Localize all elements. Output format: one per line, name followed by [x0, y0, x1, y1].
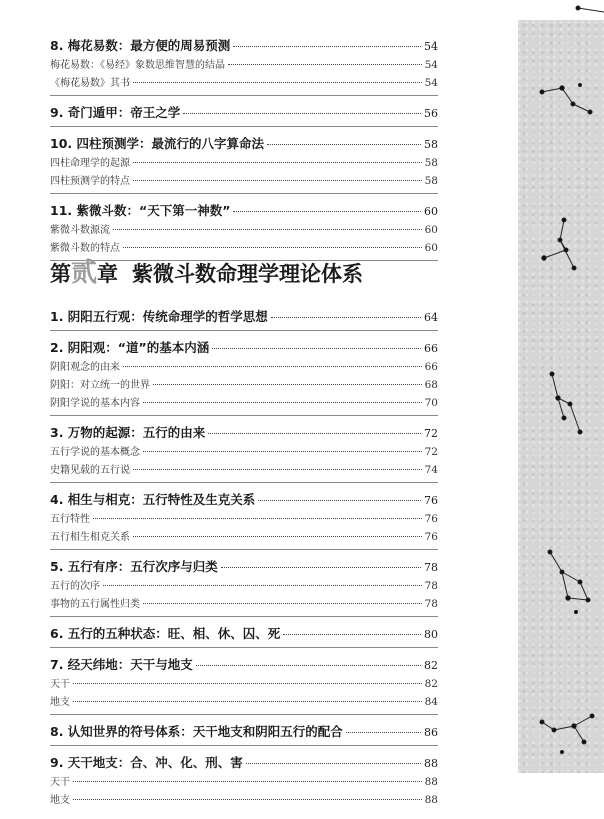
- entry-title: 9. 天干地支：合、冲、化、刑、害: [50, 755, 243, 770]
- dot-leader: [133, 469, 422, 470]
- subentry-page: 72: [424, 446, 438, 458]
- subentry-title: 《梅花易数》其书: [50, 78, 130, 89]
- entry-page: 80: [424, 628, 438, 641]
- dot-leader: [233, 46, 421, 47]
- dot-leader: [196, 665, 421, 666]
- subentry-title: 四柱命理学的起源: [50, 158, 130, 169]
- entry-page: 86: [424, 726, 438, 739]
- entry-page: 56: [424, 107, 438, 120]
- subentry-page: 74: [424, 464, 438, 476]
- dot-leader: [113, 229, 422, 230]
- subentry-page: 78: [424, 598, 438, 610]
- entry-title: 9. 奇门遁甲：帝王之学: [50, 105, 181, 120]
- entry-page: 58: [424, 138, 438, 151]
- toc-subentry[interactable]: [50, 172, 438, 190]
- toc-bottom: [50, 307, 438, 819]
- toc-block: [50, 338, 438, 416]
- toc-subentry[interactable]: [50, 461, 438, 479]
- toc-entry[interactable]: [50, 36, 438, 56]
- toc-subentry[interactable]: [50, 675, 438, 693]
- dot-leader: [123, 247, 422, 248]
- dot-leader: [258, 500, 421, 501]
- dot-leader: [183, 113, 421, 114]
- toc-entry[interactable]: [50, 307, 438, 327]
- subentry-title: 五行相生相克关系: [50, 532, 130, 543]
- dot-leader: [133, 536, 422, 537]
- chapter-prefix: 第: [50, 261, 71, 286]
- toc-subentry[interactable]: [50, 510, 438, 528]
- toc-top: [50, 36, 438, 268]
- toc-subentry[interactable]: [50, 56, 438, 74]
- toc-block: [50, 753, 438, 812]
- toc-subentry[interactable]: [50, 154, 438, 172]
- dot-leader: [143, 451, 422, 452]
- toc-subentry[interactable]: [50, 595, 438, 613]
- toc-entry[interactable]: [50, 201, 438, 221]
- entry-page: 54: [424, 40, 438, 53]
- toc-subentry[interactable]: [50, 791, 438, 809]
- dot-leader: [73, 683, 422, 684]
- subentry-page: 66: [424, 361, 438, 373]
- toc-block: [50, 36, 438, 96]
- subentry-title: 梅花易数：《易经》象数思维智慧的结晶: [50, 60, 225, 71]
- subentry-page: 54: [424, 77, 438, 89]
- dot-leader: [73, 781, 422, 782]
- subentry-title: 地支: [50, 795, 70, 806]
- dot-leader: [133, 180, 422, 181]
- entry-page: 64: [424, 311, 438, 324]
- toc-block: [50, 103, 438, 127]
- dot-leader: [73, 701, 422, 702]
- subentry-title: 阴阳观念的由来: [50, 362, 120, 373]
- entry-page: 66: [424, 342, 438, 355]
- entry-title: 4. 相生与相克：五行特性及生克关系: [50, 492, 256, 507]
- subentry-title: 紫微斗数的特点: [50, 243, 120, 254]
- subentry-page: 60: [424, 224, 438, 236]
- toc-block: [50, 490, 438, 550]
- dot-leader: [221, 567, 421, 568]
- subentry-title: 四柱预测学的特点: [50, 176, 130, 187]
- entry-title: 10. 四柱预测学：最流行的八字算命法: [50, 136, 264, 151]
- subentry-page: 76: [424, 531, 438, 543]
- dot-leader: [143, 402, 422, 403]
- toc-entry[interactable]: [50, 338, 438, 358]
- toc-subentry[interactable]: [50, 394, 438, 412]
- toc-subentry[interactable]: [50, 443, 438, 461]
- toc-subentry[interactable]: [50, 358, 438, 376]
- subentry-title: 地支: [50, 697, 70, 708]
- constellation-decoration: [518, 0, 604, 773]
- toc-entry[interactable]: [50, 722, 438, 742]
- toc-subentry[interactable]: [50, 577, 438, 595]
- subentry-page: 76: [424, 513, 438, 525]
- entry-title: 3. 万物的起源：五行的由来: [50, 425, 206, 440]
- entry-page: 76: [424, 494, 438, 507]
- subentry-title: 五行特性: [50, 514, 90, 525]
- subentry-page: 70: [424, 397, 438, 409]
- dot-leader: [346, 732, 421, 733]
- chapter-title: 紫微斗数命理学理论体系: [132, 261, 364, 286]
- dot-leader: [233, 211, 421, 212]
- dot-leader: [246, 763, 421, 764]
- entry-title: 6. 五行的五种状态：旺、相、休、囚、死: [50, 626, 281, 641]
- toc-block: [50, 423, 438, 483]
- dot-leader: [212, 348, 421, 349]
- subentry-page: 84: [424, 696, 438, 708]
- subentry-title: 事物的五行属性归类: [50, 599, 140, 610]
- entry-title: 7. 经天纬地：天干与地支: [50, 657, 193, 672]
- toc-entry[interactable]: [50, 557, 438, 577]
- toc-entry[interactable]: [50, 624, 438, 644]
- entry-title: 1. 阴阳五行观：传统命理学的哲学思想: [50, 309, 268, 324]
- subentry-title: 五行学说的基本概念: [50, 447, 140, 458]
- entry-page: 60: [424, 205, 438, 218]
- subentry-page: 58: [424, 175, 438, 187]
- entry-title: 8. 认知世界的符号体系：天干地支和阴阳五行的配合: [50, 724, 343, 739]
- toc-block: [50, 134, 438, 194]
- entry-page: 88: [424, 757, 438, 770]
- toc-block: [50, 307, 438, 331]
- entry-title: 8. 梅花易数：最方便的周易预测: [50, 38, 231, 53]
- subentry-title: 天干: [50, 679, 70, 690]
- dot-leader: [267, 144, 421, 145]
- entry-page: 82: [424, 659, 438, 672]
- subentry-title: 史籍见载的五行说: [50, 465, 130, 476]
- subentry-title: 紫微斗数源流: [50, 225, 110, 236]
- dot-leader: [93, 518, 422, 519]
- toc-block: [50, 722, 438, 746]
- subentry-title: 天干: [50, 777, 70, 788]
- toc-entry[interactable]: [50, 490, 438, 510]
- subentry-title: 五行的次序: [50, 581, 100, 592]
- toc-subentry[interactable]: [50, 221, 438, 239]
- dot-leader: [283, 634, 421, 635]
- subentry-title: 阴阳：对立统一的世界: [50, 380, 150, 391]
- toc-entry[interactable]: [50, 423, 438, 443]
- subentry-page: 58: [424, 157, 438, 169]
- toc-subentry[interactable]: [50, 693, 438, 711]
- toc-block: [50, 655, 438, 715]
- chapter-suffix: 章: [97, 261, 119, 286]
- entry-page: 72: [424, 427, 438, 440]
- dot-leader: [133, 162, 422, 163]
- entry-page: 78: [424, 561, 438, 574]
- toc-entry[interactable]: [50, 134, 438, 154]
- chapter-heading: [50, 252, 363, 289]
- toc-entry[interactable]: [50, 655, 438, 675]
- dot-leader: [153, 384, 422, 385]
- dot-leader: [271, 317, 421, 318]
- toc-subentry[interactable]: [50, 773, 438, 791]
- toc-block: [50, 557, 438, 617]
- dot-leader: [133, 82, 422, 83]
- toc-subentry[interactable]: [50, 528, 438, 546]
- subentry-page: 82: [424, 678, 438, 690]
- entry-title: 2. 阴阳观：“道”的基本内涵: [50, 340, 210, 355]
- subentry-page: 88: [424, 776, 438, 788]
- dot-leader: [123, 366, 422, 367]
- dot-leader: [228, 64, 422, 65]
- subentry-page: 54: [424, 59, 438, 71]
- entry-title: 11. 紫微斗数：“天下第一神数”: [50, 203, 231, 218]
- dot-leader: [103, 585, 422, 586]
- toc-block: [50, 624, 438, 648]
- subentry-page: 60: [424, 242, 438, 254]
- chapter-number: 贰: [71, 258, 98, 288]
- dot-leader: [73, 799, 422, 800]
- entry-title: 5. 五行有序：五行次序与归类: [50, 559, 218, 574]
- toc-subentry[interactable]: [50, 74, 438, 92]
- dot-leader: [143, 603, 422, 604]
- toc-subentry[interactable]: [50, 376, 438, 394]
- subentry-title: 阴阳学说的基本内容: [50, 398, 140, 409]
- subentry-page: 88: [424, 794, 438, 806]
- dot-leader: [208, 433, 421, 434]
- subentry-page: 78: [424, 580, 438, 592]
- toc-entry[interactable]: [50, 103, 438, 123]
- toc-entry[interactable]: [50, 753, 438, 773]
- subentry-page: 68: [424, 379, 438, 391]
